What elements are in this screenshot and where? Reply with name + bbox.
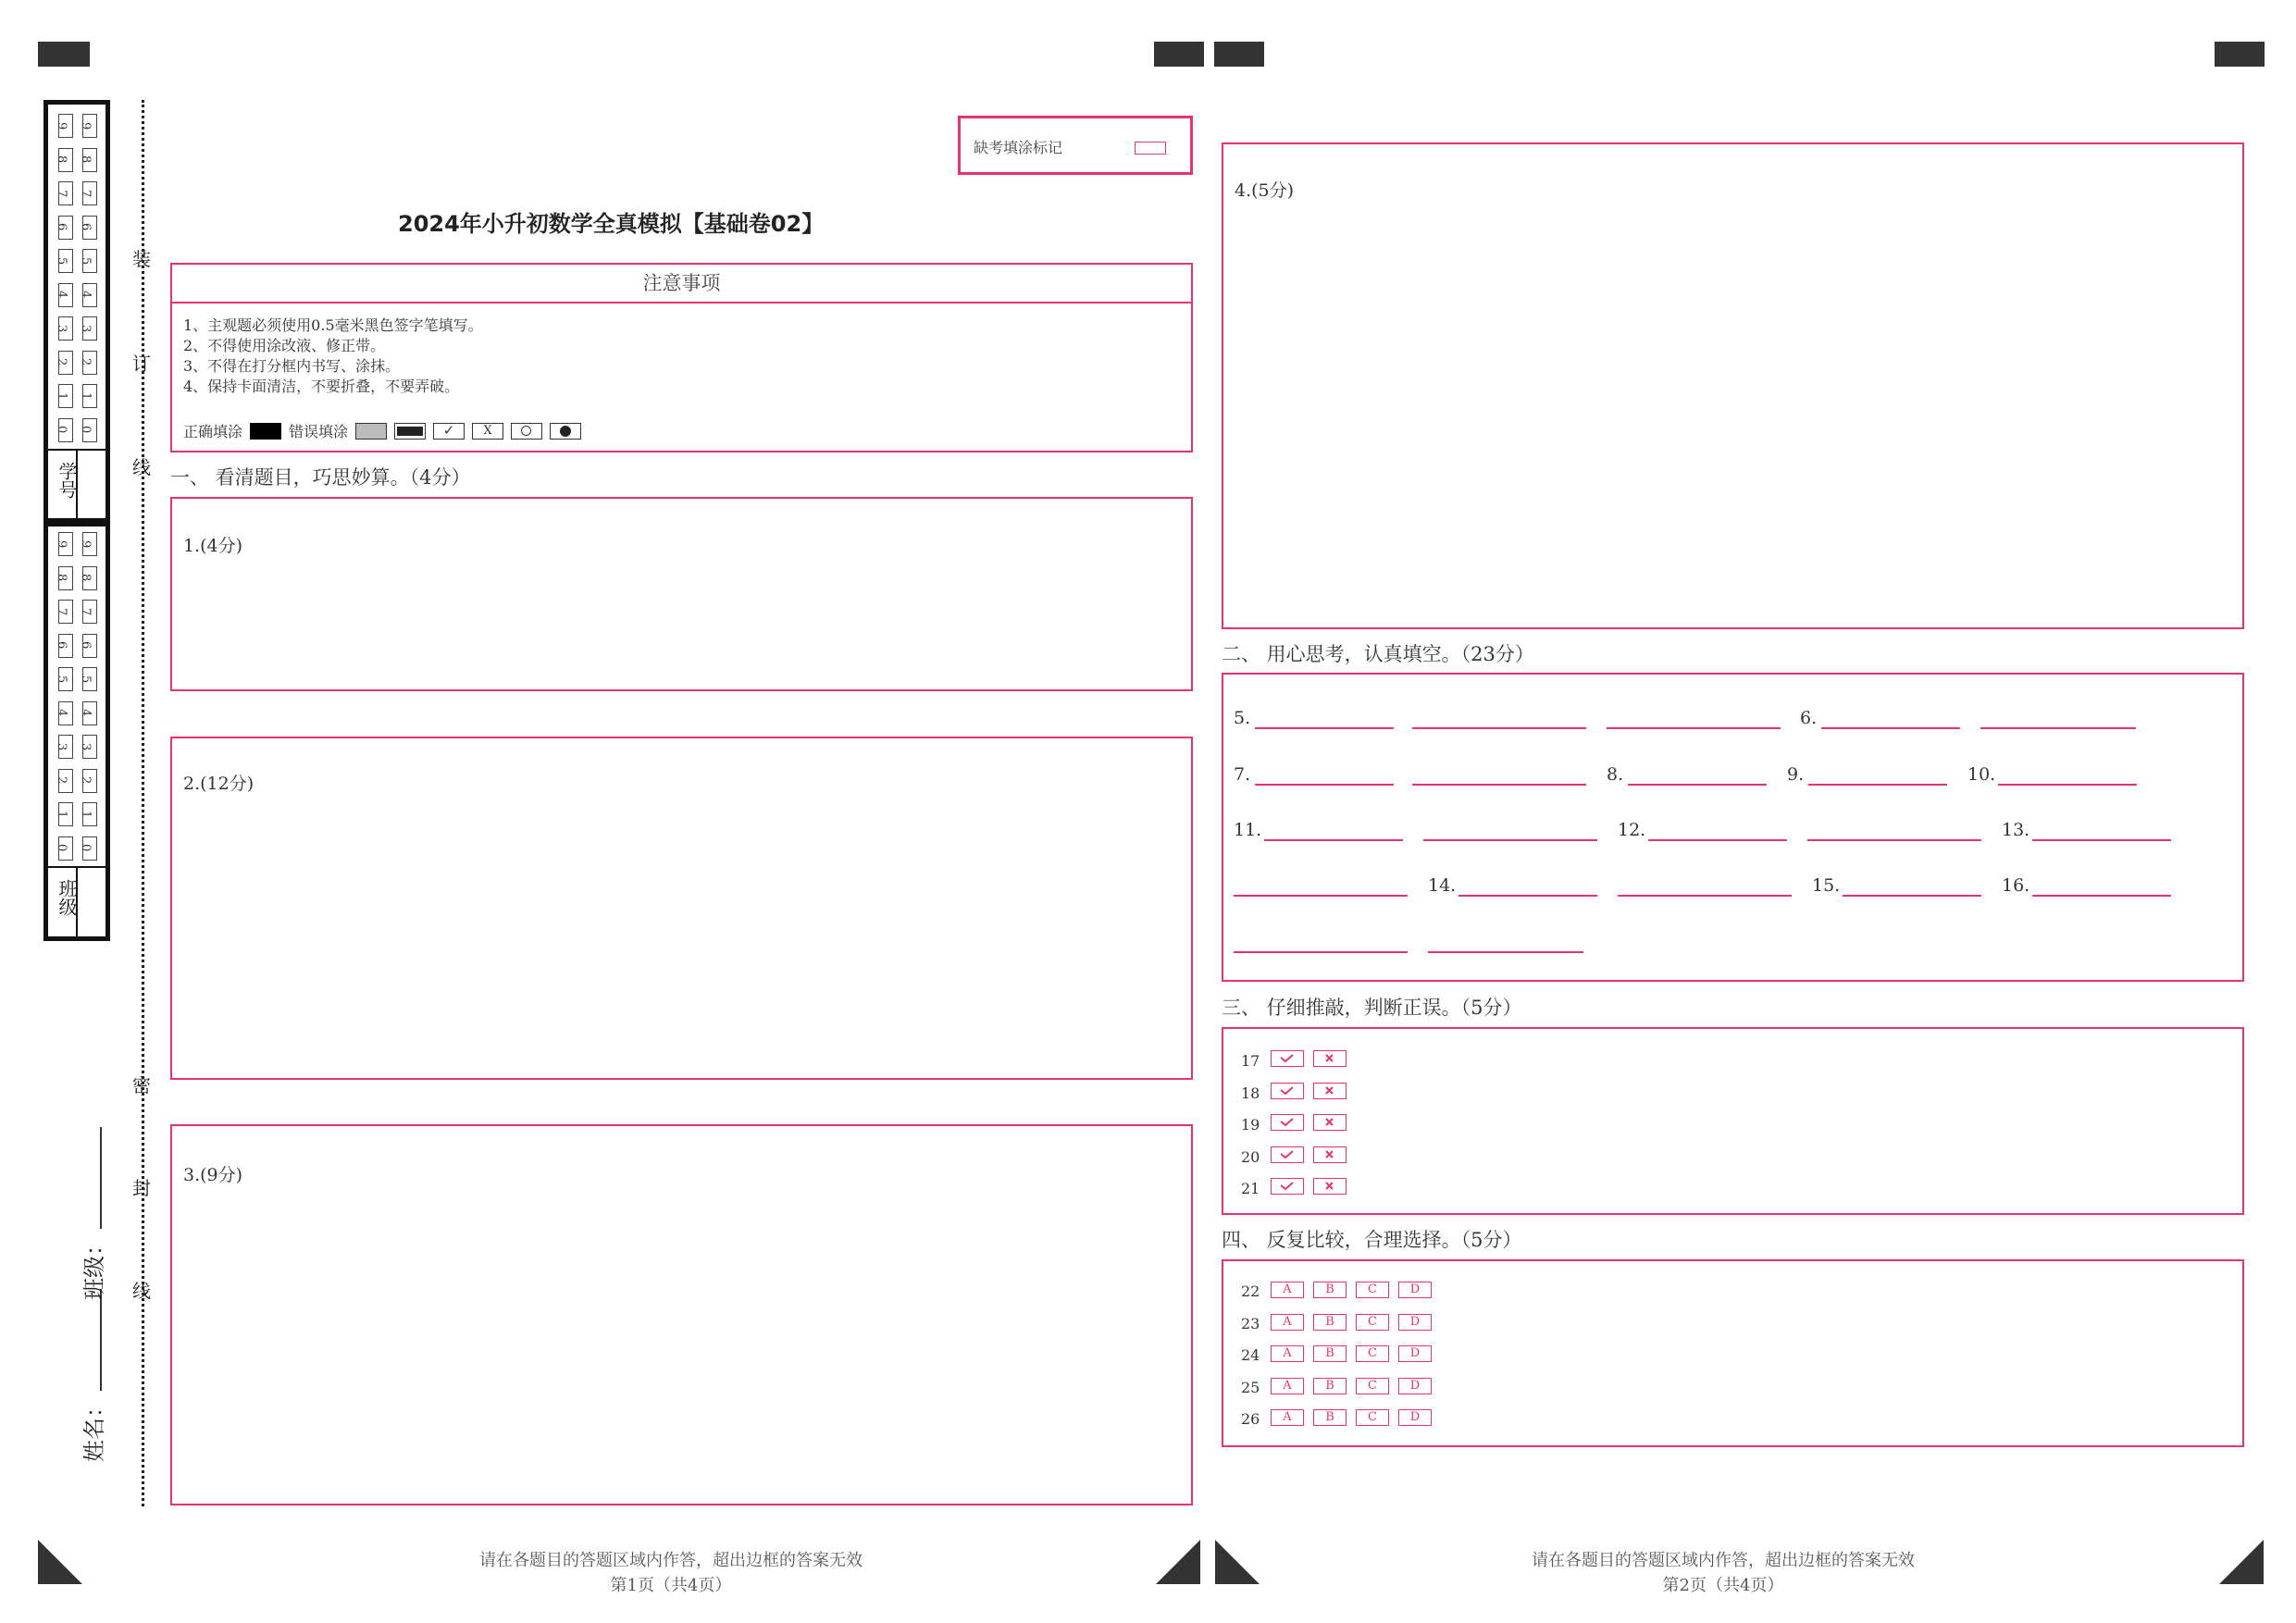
student-id-digit-4-col2[interactable]: 4: [82, 283, 97, 307]
student-id-digit-7-col2[interactable]: 7: [82, 181, 97, 205]
blank-11-label: 11.: [1234, 820, 1262, 840]
student-id-digit-5-col2[interactable]: 5: [82, 249, 97, 273]
blank-7-label: 7.: [1234, 764, 1251, 785]
blank-12-label: 12.: [1618, 820, 1646, 840]
tf-true-bubble[interactable]: [1271, 1178, 1304, 1195]
check-icon: [1272, 1115, 1302, 1129]
notice-heading: 注意事项: [172, 265, 1191, 304]
cross-icon: [1314, 1051, 1345, 1065]
class-digit-8-col1[interactable]: 8: [58, 566, 73, 590]
tf-false-bubble[interactable]: [1313, 1114, 1347, 1131]
blank-16-label: 16.: [2002, 875, 2030, 896]
class-digit-5-col1[interactable]: 5: [58, 667, 73, 691]
mc-option-c-bubble[interactable]: C: [1356, 1314, 1389, 1331]
correct-fill-label: 正确填涂: [183, 423, 243, 440]
blank-15-label: 15.: [1812, 875, 1841, 896]
mc-option-c-bubble[interactable]: C: [1356, 1345, 1389, 1362]
student-id-digit-5-col1[interactable]: 5: [58, 249, 73, 273]
class-digit-2-col2[interactable]: 2: [82, 769, 97, 793]
blank-16a[interactable]: [2032, 895, 2171, 897]
blank-11b[interactable]: [1423, 839, 1597, 841]
q1-answer-area[interactable]: [170, 497, 1193, 691]
student-id-digit-4-col1[interactable]: 4: [58, 283, 73, 307]
tf-true-bubble[interactable]: [1271, 1083, 1304, 1099]
wrong-fill-cross-icon: X: [472, 423, 503, 440]
wrong-fill-label: 错误填涂: [289, 423, 349, 440]
blank-12a[interactable]: [1648, 839, 1787, 841]
corner-triangle-bottom-mid-left: [1156, 1540, 1200, 1584]
cross-icon: [1314, 1084, 1345, 1097]
student-id-digit-2-col2[interactable]: 2: [82, 351, 97, 375]
footer-page1-number: 第1页（共4页）: [610, 1576, 732, 1595]
mc-question-number: 26: [1241, 1410, 1260, 1428]
mc-option-d-bubble[interactable]: D: [1398, 1282, 1432, 1298]
blank-13-label: 13.: [2002, 820, 2030, 840]
blank-7a[interactable]: [1255, 784, 1394, 786]
name-field-label: 姓名：: [81, 1395, 107, 1462]
student-id-digit-8-col2[interactable]: 8: [82, 148, 97, 172]
class-digit-4-col2[interactable]: 4: [82, 701, 97, 725]
q4-answer-area[interactable]: [1222, 142, 2244, 629]
tf-false-bubble[interactable]: [1313, 1146, 1347, 1163]
check-icon: [1272, 1051, 1302, 1065]
check-icon: [1272, 1147, 1302, 1161]
blank-15[interactable]: [1843, 895, 1981, 897]
class-label-cell: [48, 866, 105, 936]
mc-option-c-bubble[interactable]: C: [1356, 1409, 1389, 1426]
name-field[interactable]: [76, 1289, 108, 1462]
margin-char-6: 线: [132, 1280, 151, 1302]
class-digit-5-col2[interactable]: 5: [82, 667, 97, 691]
corner-triangle-bottom-left: [38, 1540, 82, 1584]
mc-option-a-bubble[interactable]: A: [1271, 1345, 1304, 1362]
blank-16c[interactable]: [1428, 951, 1583, 953]
mc-option-d-bubble[interactable]: D: [1398, 1345, 1432, 1362]
class-digit-9-col1[interactable]: 9: [58, 532, 73, 556]
corner-triangle-bottom-right: [2219, 1540, 2264, 1584]
tf-false-bubble[interactable]: [1313, 1178, 1347, 1195]
blank-6-label: 6.: [1800, 708, 1818, 728]
class-digit-8-col2[interactable]: 8: [82, 566, 97, 590]
mc-question-number: 22: [1241, 1282, 1260, 1300]
blank-5a[interactable]: [1255, 727, 1394, 729]
blank-16b[interactable]: [1234, 951, 1408, 953]
cross-icon: [1314, 1115, 1345, 1129]
footer-note-page2: 请在各题目的答题区域内作答，超出边框的答案无效: [1532, 1551, 1915, 1570]
section4-heading: 四、 反复比较，合理选择。（5分）: [1222, 1229, 1522, 1251]
margin-char-4: 密: [132, 1074, 151, 1096]
wrong-fill-gray: [355, 423, 387, 440]
mc-option-d-bubble[interactable]: D: [1398, 1314, 1432, 1331]
notice-line-4: 4、保持卡面清洁，不要折叠，不要弄破。: [183, 378, 460, 395]
absent-mark-box: [958, 116, 1193, 175]
q2-answer-area[interactable]: [170, 737, 1193, 1080]
wrong-fill-bar: [394, 423, 426, 440]
mc-question-number: 25: [1241, 1378, 1260, 1396]
cross-icon: [1314, 1147, 1345, 1161]
student-id-digit-9-col2[interactable]: 9: [82, 114, 97, 138]
notice-line-1: 1、主观题必须使用0.5毫米黑色签字笔填写。: [183, 316, 483, 334]
corner-marker-top-mid-left: [1154, 42, 1204, 67]
mc-option-b-bubble[interactable]: B: [1313, 1282, 1347, 1298]
student-id-label: 学号: [56, 462, 78, 499]
class-field-label: 班级：: [81, 1233, 107, 1300]
tf-false-bubble[interactable]: [1313, 1083, 1347, 1099]
blank-5b[interactable]: [1412, 727, 1586, 729]
notice-line-2: 2、不得使用涂改液、修正带。: [183, 337, 386, 354]
blank-5c[interactable]: [1607, 727, 1781, 729]
wrong-fill-circle-icon: [511, 423, 542, 440]
student-id-digit-1-col1[interactable]: 1: [58, 384, 73, 408]
student-id-digit-8-col1[interactable]: 8: [58, 148, 73, 172]
check-icon: [1272, 1179, 1302, 1193]
blank-9[interactable]: [1808, 784, 1947, 786]
student-id-digit-6-col1[interactable]: 6: [58, 216, 73, 240]
tf-question-number: 18: [1241, 1084, 1260, 1102]
blank-8[interactable]: [1628, 784, 1767, 786]
true-false-area: [1222, 1027, 2244, 1215]
student-id-digit-6-col2[interactable]: 6: [82, 216, 97, 240]
tf-question-number: 20: [1241, 1147, 1260, 1166]
mc-option-a-bubble[interactable]: A: [1271, 1314, 1304, 1331]
tf-true-bubble[interactable]: [1271, 1114, 1304, 1131]
class-digit-3-col2[interactable]: 3: [82, 735, 97, 759]
tf-true-bubble[interactable]: [1271, 1050, 1304, 1067]
mc-option-c-bubble[interactable]: C: [1356, 1282, 1389, 1298]
student-id-digit-3-col1[interactable]: 3: [58, 316, 73, 341]
margin-char-5: 封: [132, 1177, 151, 1199]
blank-10[interactable]: [1998, 784, 2137, 786]
mc-option-a-bubble[interactable]: A: [1271, 1282, 1304, 1298]
notice-line-3: 3、不得在打分框内书写、涂抹。: [183, 357, 401, 375]
class-digit-0-col2[interactable]: 0: [82, 836, 97, 861]
student-id-label-cell: [48, 449, 105, 518]
class-digit-4-col1[interactable]: 4: [58, 701, 73, 725]
margin-char-3: 线: [132, 456, 151, 478]
student-id-digit-7-col1[interactable]: 7: [58, 181, 73, 205]
corner-marker-top-right: [2215, 42, 2265, 67]
tf-false-bubble[interactable]: [1313, 1050, 1347, 1067]
fill-blank-area: [1222, 673, 2244, 982]
class-label: 班级: [56, 879, 78, 916]
class-digit-9-col2[interactable]: 9: [82, 532, 97, 556]
mc-option-b-bubble[interactable]: B: [1313, 1345, 1347, 1362]
class-digit-3-col1[interactable]: 3: [58, 735, 73, 759]
footer-note-page1: 请在各题目的答题区域内作答，超出边框的答案无效: [479, 1551, 863, 1570]
student-id-digit-3-col2[interactable]: 3: [82, 316, 97, 341]
corner-marker-top-left: [38, 42, 90, 67]
tf-true-bubble[interactable]: [1271, 1146, 1304, 1163]
q3-answer-area[interactable]: [170, 1124, 1193, 1505]
class-digit-6-col2[interactable]: 6: [82, 634, 97, 658]
blank-14-label: 14.: [1428, 875, 1457, 896]
blank-8-label: 8.: [1607, 764, 1624, 785]
q1-label: 1.(4分): [183, 536, 243, 556]
absent-mark-label: 缺考填涂标记: [974, 139, 1063, 156]
wrong-fill-check-icon: ✓: [433, 423, 465, 440]
margin-char-1: 装: [132, 248, 151, 270]
class-digit-6-col1[interactable]: 6: [58, 634, 73, 658]
mc-question-number: 24: [1241, 1346, 1260, 1364]
cross-icon: [1314, 1179, 1345, 1193]
tf-question-number: 17: [1241, 1052, 1260, 1070]
class-field[interactable]: [76, 1127, 108, 1300]
notice-box: [170, 263, 1193, 452]
student-id-digit-9-col1[interactable]: 9: [58, 114, 73, 138]
footer-page2-number: 第2页（共4页）: [1662, 1576, 1784, 1595]
blank-14a[interactable]: [1458, 895, 1597, 897]
student-id-digit-0-col1[interactable]: 0: [58, 418, 73, 442]
class-digit-1-col2[interactable]: 1: [82, 802, 97, 826]
mc-option-a-bubble[interactable]: A: [1271, 1409, 1304, 1426]
blank-13[interactable]: [2032, 839, 2171, 841]
tf-question-number: 19: [1241, 1116, 1260, 1134]
corner-triangle-bottom-mid-right: [1215, 1540, 1260, 1584]
class-digit-7-col1[interactable]: 7: [58, 600, 73, 624]
blank-7b[interactable]: [1412, 784, 1586, 786]
q2-label: 2.(12分): [183, 774, 254, 794]
blank-5-label: 5.: [1234, 708, 1251, 728]
section3-heading: 三、 仔细推敲，判断正误。（5分）: [1222, 997, 1522, 1019]
mc-option-b-bubble[interactable]: B: [1313, 1314, 1347, 1331]
blank-12b[interactable]: [1807, 839, 1981, 841]
blank-14b[interactable]: [1618, 895, 1792, 897]
mc-question-number: 23: [1241, 1314, 1260, 1332]
margin-char-2: 订: [132, 353, 151, 375]
q4-label: 4.(5分): [1235, 180, 1295, 201]
class-digit-2-col1[interactable]: 2: [58, 769, 73, 793]
mc-option-b-bubble[interactable]: B: [1313, 1378, 1347, 1394]
mc-option-d-bubble[interactable]: D: [1398, 1378, 1432, 1394]
section2-heading: 二、 用心思考，认真填空。（23分）: [1222, 643, 1534, 665]
blank-6a[interactable]: [1821, 727, 1960, 729]
wrong-fill-dot-icon: [550, 423, 581, 440]
student-id-digit-2-col1[interactable]: 2: [58, 351, 73, 375]
absent-mark-bubble[interactable]: [1135, 142, 1166, 155]
class-digit-1-col1[interactable]: 1: [58, 802, 73, 826]
corner-marker-top-mid-right: [1214, 42, 1264, 67]
section1-heading: 一、 看清题目，巧思妙算。（4分）: [170, 466, 471, 489]
correct-fill-sample: [250, 423, 281, 440]
mc-option-a-bubble[interactable]: A: [1271, 1378, 1304, 1394]
tf-question-number: 21: [1241, 1180, 1260, 1197]
blank-11a[interactable]: [1264, 839, 1403, 841]
blank-6b[interactable]: [1980, 727, 2136, 729]
mc-option-d-bubble[interactable]: D: [1398, 1409, 1432, 1426]
blank-13b[interactable]: [1234, 895, 1408, 897]
student-id-digit-1-col2[interactable]: 1: [82, 384, 97, 408]
mc-option-b-bubble[interactable]: B: [1313, 1409, 1347, 1426]
q3-label: 3.(9分): [183, 1165, 243, 1185]
class-digit-7-col2[interactable]: 7: [82, 600, 97, 624]
blank-10-label: 10.: [1967, 764, 1996, 785]
class-digit-0-col1[interactable]: 0: [58, 836, 73, 861]
check-icon: [1272, 1084, 1302, 1097]
exam-title: 2024年小升初数学全真模拟【基础卷02】: [398, 211, 825, 237]
student-id-digit-0-col2[interactable]: 0: [82, 418, 97, 442]
blank-9-label: 9.: [1787, 764, 1805, 785]
mc-option-c-bubble[interactable]: C: [1356, 1378, 1389, 1394]
